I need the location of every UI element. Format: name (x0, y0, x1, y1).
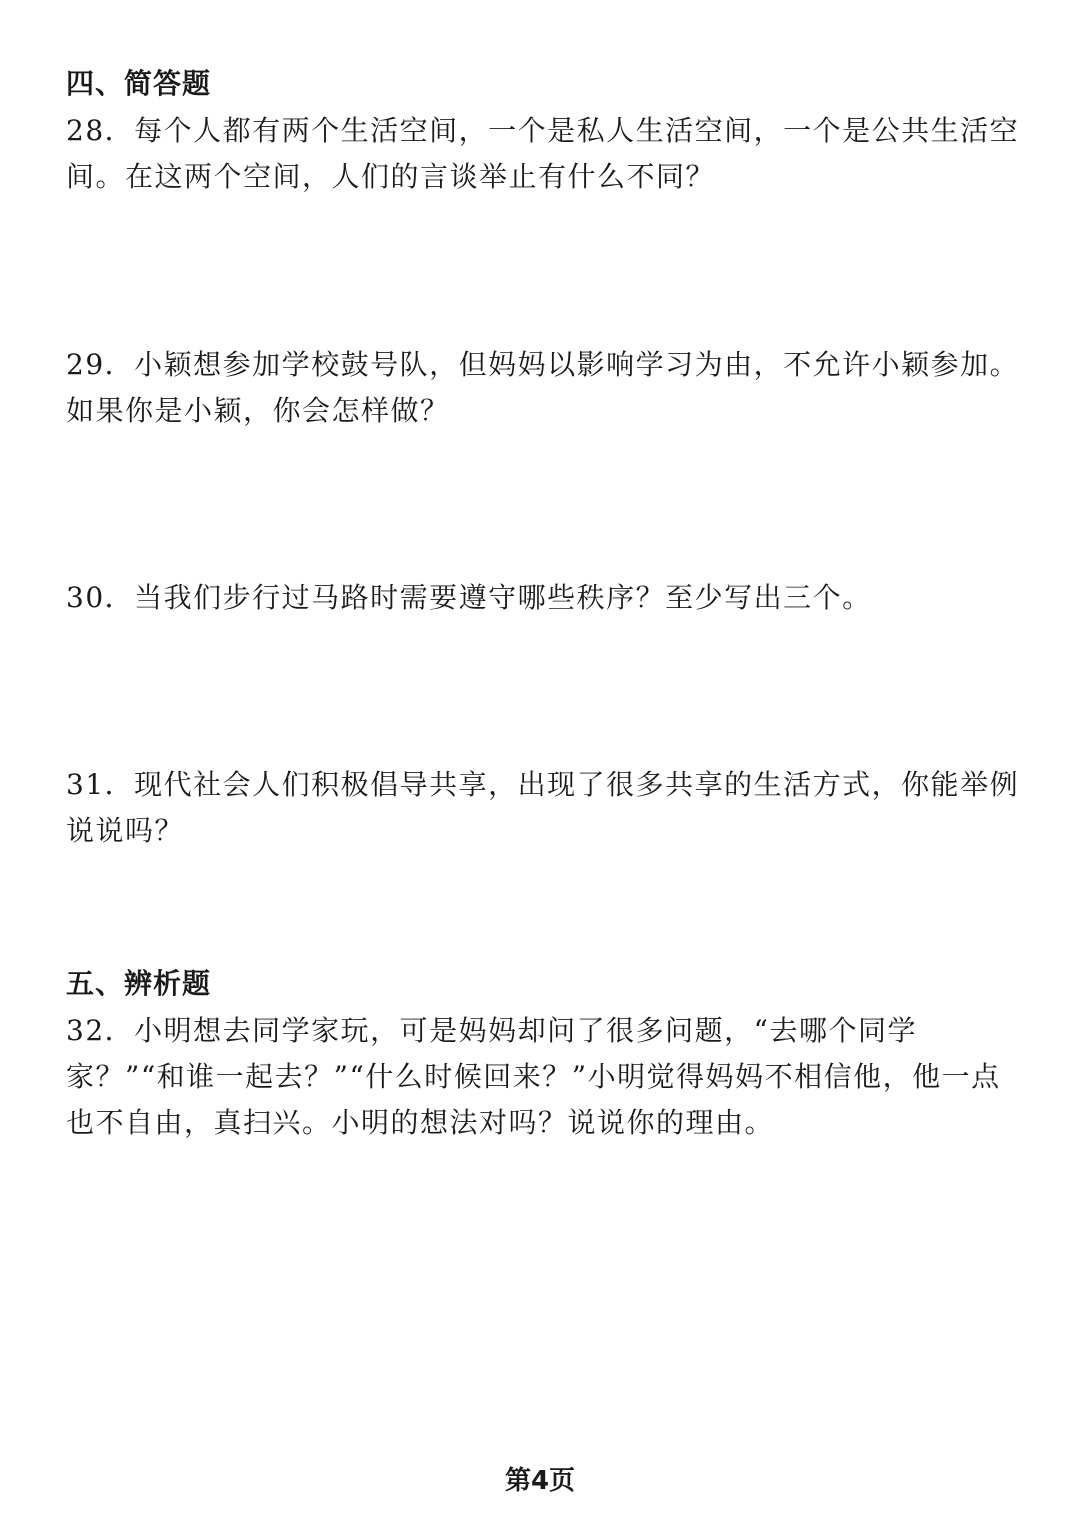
question-31: 31．现代社会人们积极倡导共享，出现了很多共享的生活方式，你能举例说说吗？ (66, 768, 1020, 847)
page-number: 第4页 (504, 1466, 576, 1496)
section-heading-analysis: 五、辨析题 (66, 967, 212, 1000)
question-28: 28．每个人都有两个生活空间，一个是私人生活空间，一个是公共生活空间。在这两个空间，人们的言谈举止有什么不同？ (66, 114, 1020, 193)
question-29: 29．小颖想参加学校鼓号队，但妈妈以影响学习为由，不允许小颖参加。如果你是小颖，你会怎样做？ (66, 348, 1020, 427)
section-heading-short-answer: 四、简答题 (66, 67, 212, 100)
question-32: 32．小明想去同学家玩，可是妈妈却问了很多问题，“去哪个同学家？”“和谁一起去？”“什么时候回来？”小明觉得妈妈不相信他，他一点也不自由，真扫兴。小明的想法对吗？说说你的理由。 (66, 1014, 1001, 1139)
question-30: 30．当我们步行过马路时需要遵守哪些秩序？至少写出三个。 (66, 581, 872, 614)
